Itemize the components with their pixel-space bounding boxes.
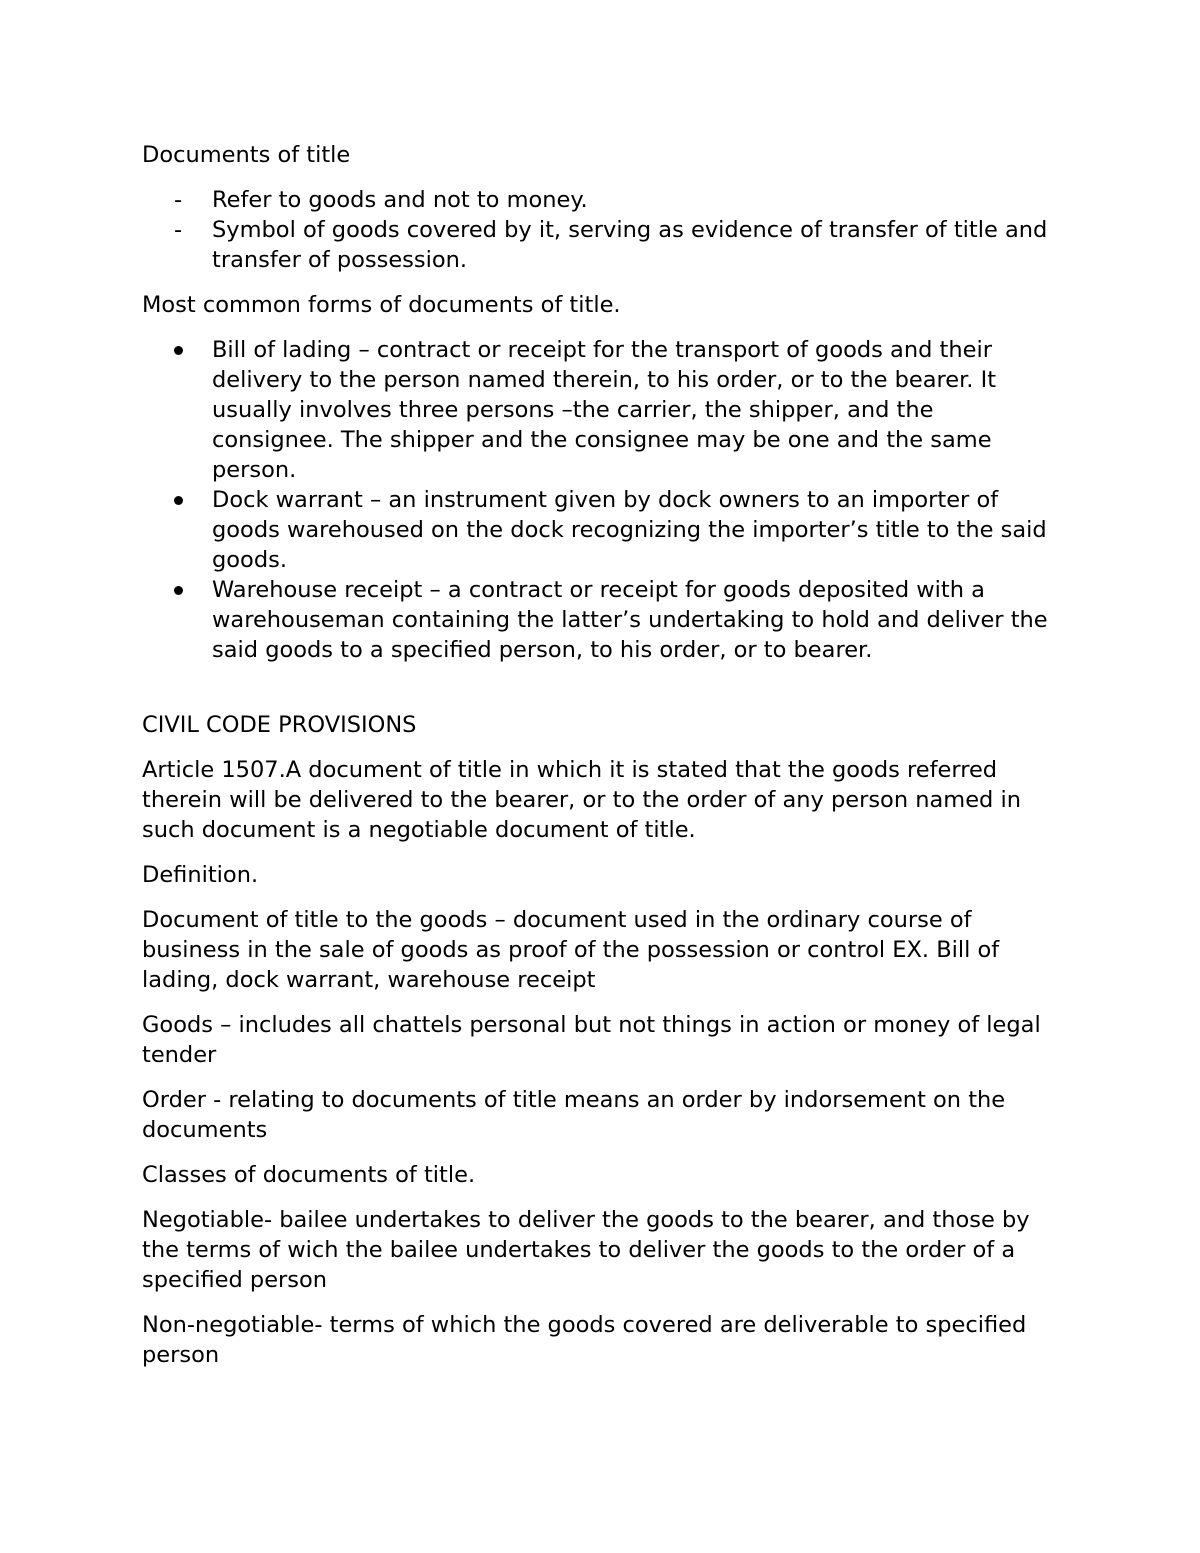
bullet-list [142,335,1052,665]
heading-documents-of-title: Documents of title [142,142,351,168]
list-item-text: Dock warrant – an instrument given by dock owners to an importer of goods warehoused on the dock recognizing the importer’s title to the said goods. [212,487,1047,573]
bullet-icon [174,586,183,595]
list-item [142,185,1052,215]
classes-heading: Classes of documents of title. [142,1162,476,1188]
document-page [142,140,1052,1385]
non-negotiable-paragraph: Non-negotiable- terms of which the goods covered are deliverable to specified person [142,1312,1027,1368]
list-item [142,485,1052,575]
list-item-text: Refer to goods and not to money. [212,187,588,213]
bullet-icon [174,346,183,355]
definition-document-of-title: Document of title to the goods – document used in the ordinary course of business in the sale of goods as proof of the possession or control EX. Bill of lading, dock warrant, warehouse receipt [142,907,1000,993]
dash-marker: - [174,187,183,213]
list-item-text: Bill of lading – contract or receipt for the transport of goods and their delivery to the person named therein, to his order, or to the bearer. It usually involves three persons –the carrier, the shipper, and the consignee. The shipper and the consignee may be one and the same person. [212,337,997,483]
definition-heading: Definition. [142,862,259,888]
list-item [142,215,1052,275]
article-paragraph: Article 1507.A document of title in which it is stated that the goods referred therein will be delivered to the bearer, or to the order of any person named in such document is a negotiable document of title. [142,757,1021,843]
list-item-text: Warehouse receipt – a contract or receipt for goods deposited with a warehouseman containing the latter’s undertaking to hold and deliver the said goods to a specified person, to his order, or to bearer. [212,577,1048,663]
spacer [142,680,1052,710]
negotiable-paragraph: Negotiable- bailee undertakes to deliver the goods to the bearer, and those by the terms of wich the bailee undertakes to deliver the goods to the order of a specified person [142,1207,1030,1293]
section-title: CIVIL CODE PROVISIONS [142,712,417,738]
definition-order: Order - relating to documents of title means an order by indorsement on the documents [142,1087,1006,1143]
list-item [142,575,1052,665]
bullet-icon [174,496,183,505]
definition-goods: Goods – includes all chattels personal but not things in action or money of legal tender [142,1012,1041,1068]
heading-common-forms: Most common forms of documents of title. [142,292,621,318]
dash-marker: - [174,217,183,243]
list-item [142,335,1052,485]
dash-list [142,185,1052,275]
list-item-text: Symbol of goods covered by it, serving as evidence of transfer of title and transfer of possession. [212,217,1048,273]
